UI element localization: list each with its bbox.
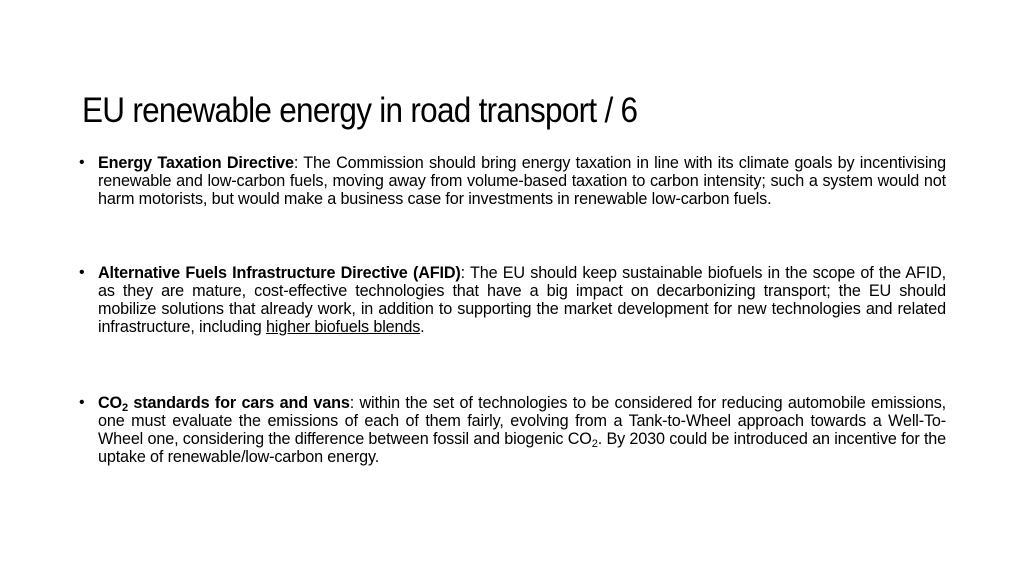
bullet-text-a: within the set of technologies to be considered for reducing automobile emissions, one must evaluate the emissions of each of them fairly, evolving from a Tank-to-Wheel approach towards a Well-To-Wheel one, considering the difference between fossil and biogenic CO [98, 394, 947, 449]
bullet-heading: Energy Taxation Directive [98, 154, 294, 172]
bullet-heading: Alternative Fuels Infrastructure Directive (AFID) [98, 264, 461, 282]
heading-co: CO [98, 394, 122, 412]
bullet-text-b: . By 2030 could be introduced an incentive for the uptake of renewable/low-carbon energy. [98, 430, 946, 467]
bullet-dot-icon: • [79, 394, 85, 411]
bullet-text: The Commission should bring energy taxation in line with its climate goals by incentivising renewable and low-carbon fuels, moving away from volume-based taxation to carbon intensity; such a system would not harm motorists, but would make a business case for investments in renewable low-carbon fuels. [98, 154, 946, 209]
bullet-separator: : [460, 264, 465, 282]
text-subscript: 2 [591, 438, 598, 451]
heading-subscript: 2 [121, 402, 128, 414]
slide-title: EU renewable energy in road transport / 6 [82, 91, 638, 131]
bullet-text: The EU should keep sustainable biofuels in the scope of the AFID, as they are mature, cost-effective technologies that have a big impact on decarbonizing transport; the EU should mobilize solutions that already work, in addition to supporting the market development for new technologies and related infrastructure, including [98, 264, 946, 337]
bullet-separator: : [293, 154, 299, 172]
bullet-afid [79, 264, 946, 336]
bullet-energy-taxation [79, 154, 946, 208]
higher-biofuels-blends-link[interactable]: higher biofuels blends [265, 318, 421, 337]
bullet-end: . [420, 318, 425, 337]
bullet-separator: : [349, 394, 355, 412]
bullet-dot-icon: • [79, 264, 85, 281]
heading-rest: standards for cars and vans [127, 394, 350, 412]
bullet-heading [98, 394, 350, 412]
bullet-dot-icon: • [79, 154, 85, 171]
bullet-co2-standards [79, 394, 946, 466]
